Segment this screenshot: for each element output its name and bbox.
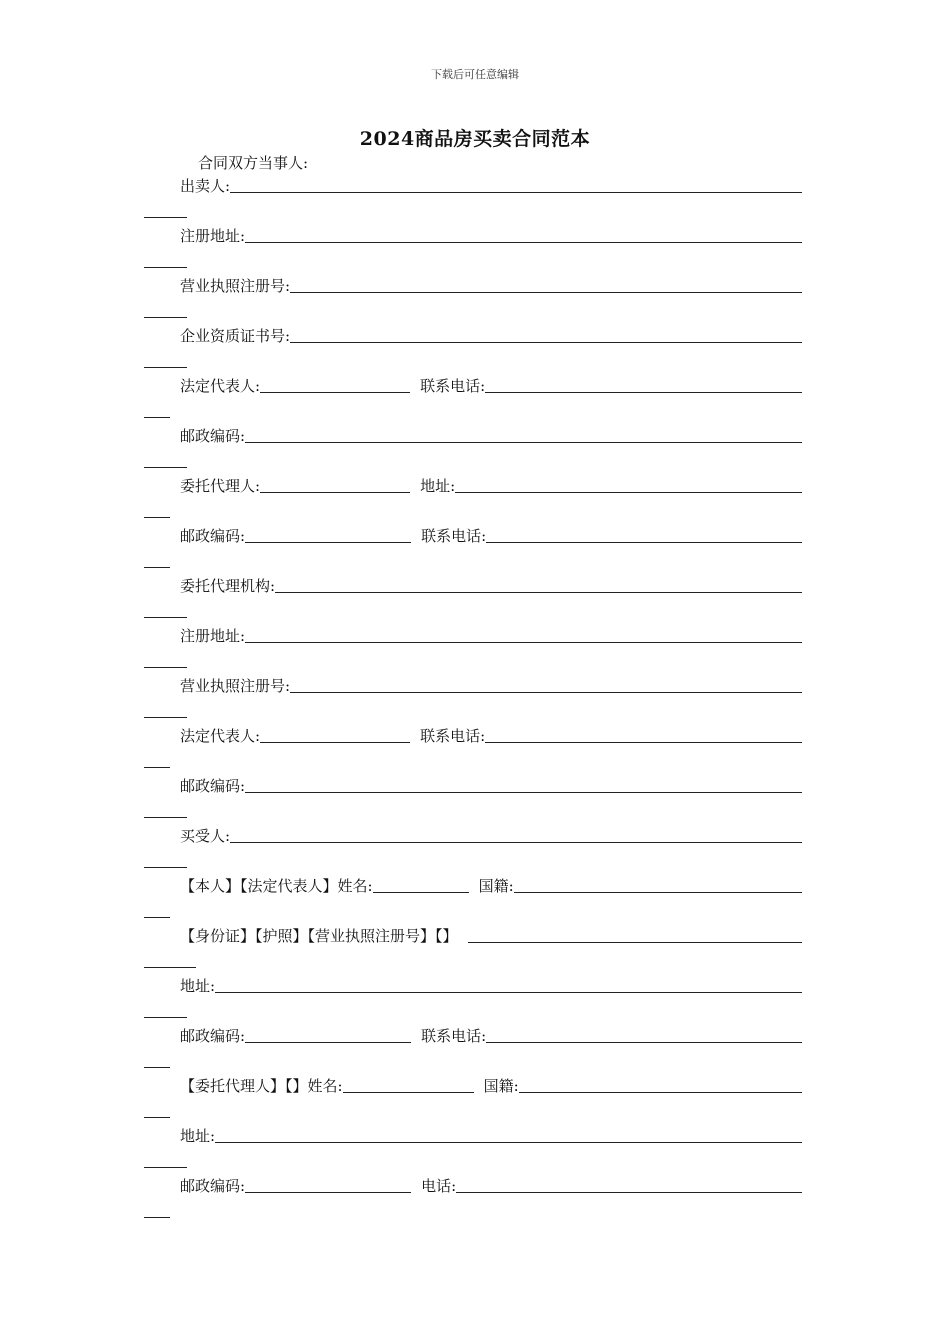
- seller-postcode-blank[interactable]: [245, 428, 802, 443]
- buyer-name-row: [180, 874, 802, 896]
- agency-postcode-blank[interactable]: [245, 778, 802, 793]
- buyer-address-tail: [144, 1017, 187, 1018]
- agency-license-tail: [144, 717, 187, 718]
- buyer-agent-postcode-label: 邮政编码:: [180, 1177, 246, 1195]
- buyer-tail: [144, 867, 187, 868]
- seller-license-tail: [144, 317, 187, 318]
- buyer-agent-label: 【委托代理人】【】姓名:: [180, 1077, 343, 1095]
- seller-blank-tail: [144, 217, 187, 218]
- seller-agent-postcode-label: 邮政编码:: [180, 527, 246, 545]
- agency-legal-rep-phone-label: 联系电话:: [420, 727, 486, 745]
- seller-row: [180, 174, 802, 196]
- buyer-agent-address-row: [180, 1124, 802, 1146]
- buyer-agent-phone-blank[interactable]: [456, 1178, 802, 1193]
- buyer-label: 买受人:: [180, 827, 231, 845]
- agency-tail: [144, 617, 187, 618]
- seller-legal-rep-label: 法定代表人:: [180, 377, 261, 395]
- parties-heading: 合同双方当事人:: [198, 154, 309, 172]
- buyer-agent-nationality-label: 国籍:: [483, 1077, 519, 1095]
- seller-postcode-tail: [144, 467, 187, 468]
- buyer-address-blank[interactable]: [215, 978, 802, 993]
- buyer-postcode-row: [180, 1024, 802, 1046]
- seller-address-label: 注册地址:: [180, 227, 246, 245]
- buyer-id-row: [180, 924, 802, 946]
- buyer-agent-row: [180, 1074, 802, 1096]
- agency-license-row: [180, 674, 802, 696]
- seller-legal-rep-blank[interactable]: [260, 378, 410, 393]
- agency-legal-rep-row: [180, 724, 802, 746]
- agency-blank[interactable]: [275, 578, 802, 593]
- buyer-agent-address-blank[interactable]: [215, 1128, 802, 1143]
- buyer-agent-postcode-blank[interactable]: [245, 1178, 411, 1193]
- agency-legal-rep-tail: [144, 767, 170, 768]
- seller-blank[interactable]: [230, 178, 802, 193]
- agency-license-label: 营业执照注册号:: [180, 677, 291, 695]
- seller-agent-row: [180, 474, 802, 496]
- buyer-agent-address-label: 地址:: [180, 1127, 216, 1145]
- buyer-id-blank[interactable]: [468, 928, 802, 943]
- buyer-agent-name-blank[interactable]: [343, 1078, 474, 1093]
- buyer-name-blank[interactable]: [373, 878, 469, 893]
- agency-row: [180, 574, 802, 596]
- seller-legal-rep-row: [180, 374, 802, 396]
- buyer-id-label: 【身份证】【护照】【营业执照注册号】【】: [180, 927, 458, 945]
- seller-legal-rep-phone-blank[interactable]: [485, 378, 802, 393]
- seller-address-tail: [144, 267, 187, 268]
- seller-postcode-label: 邮政编码:: [180, 427, 246, 445]
- seller-qualification-row: [180, 324, 802, 346]
- agency-postcode-tail: [144, 817, 187, 818]
- agency-address-label: 注册地址:: [180, 627, 246, 645]
- seller-license-label: 营业执照注册号:: [180, 277, 291, 295]
- seller-agent-postcode-row: [180, 524, 802, 546]
- seller-qualification-tail: [144, 367, 187, 368]
- seller-qualification-blank[interactable]: [290, 328, 802, 343]
- seller-postcode-row: [180, 424, 802, 446]
- buyer-row: [180, 824, 802, 846]
- seller-agent-address-blank[interactable]: [455, 478, 802, 493]
- seller-qualification-label: 企业资质证书号:: [180, 327, 291, 345]
- seller-address-blank[interactable]: [245, 228, 802, 243]
- seller-address-row: [180, 224, 802, 246]
- seller-legal-rep-tail: [144, 417, 170, 418]
- agency-postcode-row: [180, 774, 802, 796]
- seller-agent-blank[interactable]: [260, 478, 410, 493]
- buyer-agent-tail: [144, 1117, 170, 1118]
- buyer-blank[interactable]: [230, 828, 802, 843]
- seller-license-row: [180, 274, 802, 296]
- agency-label: 委托代理机构:: [180, 577, 276, 595]
- agency-address-tail: [144, 667, 187, 668]
- agency-legal-rep-phone-blank[interactable]: [485, 728, 802, 743]
- agency-address-row: [180, 624, 802, 646]
- seller-agent-label: 委托代理人:: [180, 477, 261, 495]
- agency-license-blank[interactable]: [290, 678, 802, 693]
- buyer-name-label: 【本人】【法定代表人】姓名:: [180, 877, 373, 895]
- seller-agent-postcode-blank[interactable]: [245, 528, 411, 543]
- seller-label: 出卖人:: [180, 177, 231, 195]
- buyer-address-row: [180, 974, 802, 996]
- buyer-nationality-blank[interactable]: [514, 878, 802, 893]
- buyer-id-tail: [144, 967, 196, 968]
- buyer-agent-postcode-row: [180, 1174, 802, 1196]
- buyer-name-tail: [144, 917, 170, 918]
- seller-agent-phone-blank[interactable]: [486, 528, 802, 543]
- seller-license-blank[interactable]: [290, 278, 802, 293]
- header-note: 下载后可任意编辑: [431, 68, 519, 81]
- buyer-phone-blank[interactable]: [486, 1028, 802, 1043]
- seller-agent-tail: [144, 517, 170, 518]
- seller-legal-rep-phone-label: 联系电话:: [420, 377, 486, 395]
- buyer-nationality-label: 国籍:: [478, 877, 514, 895]
- document-title: 2024商品房买卖合同范本: [359, 128, 591, 150]
- agency-legal-rep-blank[interactable]: [260, 728, 410, 743]
- buyer-postcode-blank[interactable]: [245, 1028, 411, 1043]
- buyer-postcode-label: 邮政编码:: [180, 1027, 246, 1045]
- buyer-postcode-tail: [144, 1067, 170, 1068]
- seller-agent-phone-label: 联系电话:: [421, 527, 487, 545]
- seller-agent-postcode-tail: [144, 567, 170, 568]
- agency-legal-rep-label: 法定代表人:: [180, 727, 261, 745]
- buyer-agent-nationality-blank[interactable]: [519, 1078, 802, 1093]
- buyer-agent-postcode-tail: [144, 1217, 170, 1218]
- buyer-agent-phone-label: 电话:: [421, 1177, 457, 1195]
- agency-address-blank[interactable]: [245, 628, 802, 643]
- buyer-phone-label: 联系电话:: [421, 1027, 487, 1045]
- buyer-address-label: 地址:: [180, 977, 216, 995]
- seller-agent-address-label: 地址:: [420, 477, 456, 495]
- buyer-agent-address-tail: [144, 1167, 187, 1168]
- agency-postcode-label: 邮政编码:: [180, 777, 246, 795]
